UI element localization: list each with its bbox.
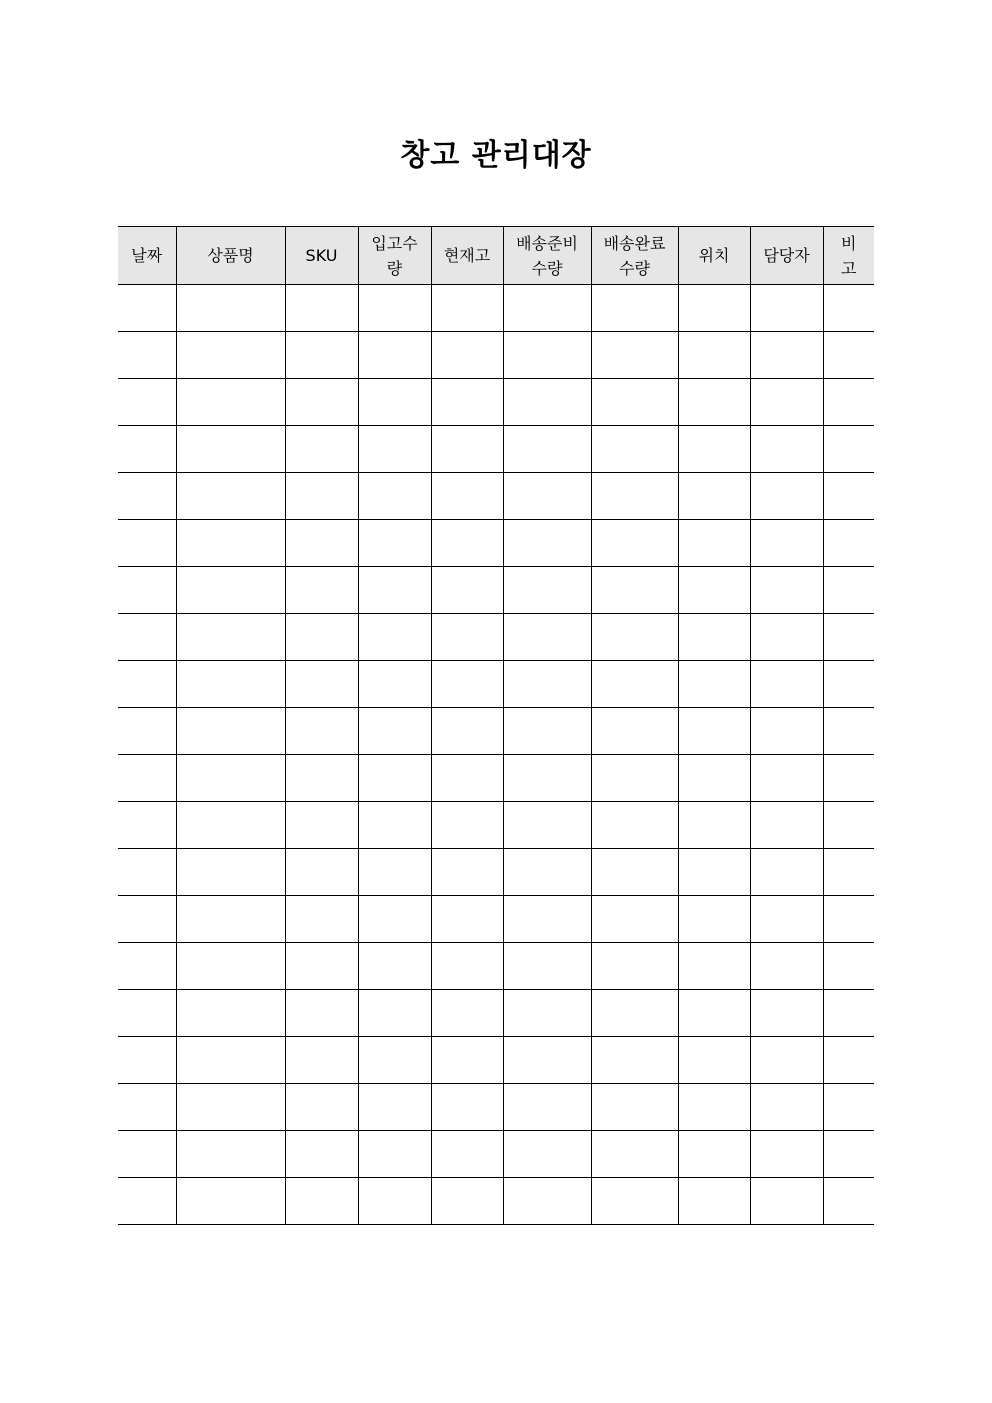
cell-date[interactable]: [118, 896, 176, 943]
table-row: [118, 896, 874, 943]
cell-manager[interactable]: [750, 1178, 823, 1225]
header-current-stock-text: 현재고: [443, 246, 491, 265]
cell-shipping-ready-qty[interactable]: [503, 614, 591, 661]
cell-shipping-ready-qty[interactable]: [503, 379, 591, 426]
header-remarks: [823, 227, 874, 285]
table-row: [118, 285, 874, 332]
cell-shipping-ready-qty[interactable]: [503, 990, 591, 1037]
cell-product-name[interactable]: [176, 1037, 285, 1084]
cell-current-stock[interactable]: [431, 1178, 503, 1225]
cell-shipping-done-qty[interactable]: [591, 1037, 678, 1084]
cell-location[interactable]: [678, 661, 750, 708]
table-row: [118, 1037, 874, 1084]
cell-manager[interactable]: [750, 755, 823, 802]
cell-date[interactable]: [118, 379, 176, 426]
cell-location[interactable]: [678, 567, 750, 614]
cell-manager[interactable]: [750, 661, 823, 708]
cell-manager[interactable]: [750, 567, 823, 614]
table-row: [118, 1178, 874, 1225]
cell-remarks[interactable]: [823, 1178, 874, 1225]
cell-product-name[interactable]: [176, 426, 285, 473]
cell-date[interactable]: [118, 332, 176, 379]
cell-current-stock[interactable]: [431, 708, 503, 755]
cell-location[interactable]: [678, 849, 750, 896]
cell-shipping-ready-qty[interactable]: [503, 896, 591, 943]
cell-product-name[interactable]: [176, 567, 285, 614]
cell-remarks[interactable]: [823, 708, 874, 755]
cell-current-stock[interactable]: [431, 473, 503, 520]
cell-shipping-ready-qty[interactable]: [503, 1084, 591, 1131]
header-location: [678, 227, 750, 285]
cell-current-stock[interactable]: [431, 1037, 503, 1084]
cell-inbound-qty[interactable]: [358, 285, 431, 332]
cell-shipping-ready-qty[interactable]: [503, 1178, 591, 1225]
cell-sku[interactable]: [285, 426, 358, 473]
cell-shipping-ready-qty[interactable]: [503, 285, 591, 332]
cell-manager[interactable]: [750, 332, 823, 379]
cell-current-stock[interactable]: [431, 379, 503, 426]
cell-location[interactable]: [678, 379, 750, 426]
cell-sku[interactable]: [285, 1084, 358, 1131]
header-product-name: [176, 227, 285, 285]
cell-shipping-ready-qty[interactable]: [503, 661, 591, 708]
cell-manager[interactable]: [750, 708, 823, 755]
cell-manager[interactable]: [750, 1084, 823, 1131]
cell-current-stock[interactable]: [431, 896, 503, 943]
cell-date[interactable]: [118, 708, 176, 755]
cell-manager[interactable]: [750, 379, 823, 426]
cell-date[interactable]: [118, 567, 176, 614]
cell-location[interactable]: [678, 943, 750, 990]
page-title: 창고 관리대장: [400, 138, 592, 173]
cell-shipping-ready-qty[interactable]: [503, 1037, 591, 1084]
cell-product-name[interactable]: [176, 1131, 285, 1178]
cell-date[interactable]: [118, 990, 176, 1037]
cell-current-stock[interactable]: [431, 755, 503, 802]
cell-remarks[interactable]: [823, 943, 874, 990]
cell-current-stock[interactable]: [431, 802, 503, 849]
cell-date[interactable]: [118, 1131, 176, 1178]
table-row: [118, 379, 874, 426]
cell-current-stock[interactable]: [431, 1131, 503, 1178]
cell-shipping-ready-qty[interactable]: [503, 943, 591, 990]
cell-shipping-done-qty[interactable]: [591, 614, 678, 661]
cell-product-name[interactable]: [176, 332, 285, 379]
cell-date[interactable]: [118, 802, 176, 849]
table-row: [118, 661, 874, 708]
table-row: [118, 849, 874, 896]
cell-manager[interactable]: [750, 849, 823, 896]
cell-shipping-done-qty[interactable]: [591, 708, 678, 755]
cell-shipping-ready-qty[interactable]: [503, 802, 591, 849]
cell-inbound-qty[interactable]: [358, 520, 431, 567]
table-row: [118, 473, 874, 520]
cell-shipping-done-qty[interactable]: [591, 1131, 678, 1178]
table-row: [118, 332, 874, 379]
cell-inbound-qty[interactable]: [358, 896, 431, 943]
header-date: [118, 227, 176, 285]
cell-inbound-qty[interactable]: [358, 1037, 431, 1084]
cell-current-stock[interactable]: [431, 614, 503, 661]
header-sku-text: SKU: [305, 246, 338, 265]
cell-shipping-ready-qty[interactable]: [503, 755, 591, 802]
cell-inbound-qty[interactable]: [358, 426, 431, 473]
cell-sku[interactable]: [285, 849, 358, 896]
cell-shipping-done-qty[interactable]: [591, 1178, 678, 1225]
cell-product-name[interactable]: [176, 285, 285, 332]
cell-product-name[interactable]: [176, 990, 285, 1037]
header-current-stock: [431, 227, 503, 285]
cell-sku[interactable]: [285, 520, 358, 567]
cell-shipping-ready-qty[interactable]: [503, 849, 591, 896]
table-row: [118, 1131, 874, 1178]
cell-location[interactable]: [678, 332, 750, 379]
cell-remarks[interactable]: [823, 1084, 874, 1131]
cell-current-stock[interactable]: [431, 990, 503, 1037]
cell-inbound-qty[interactable]: [358, 849, 431, 896]
cell-inbound-qty[interactable]: [358, 943, 431, 990]
table-row: [118, 943, 874, 990]
cell-manager[interactable]: [750, 943, 823, 990]
cell-location[interactable]: [678, 1131, 750, 1178]
cell-remarks[interactable]: [823, 426, 874, 473]
cell-sku[interactable]: [285, 896, 358, 943]
cell-sku[interactable]: [285, 661, 358, 708]
cell-shipping-done-qty[interactable]: [591, 943, 678, 990]
cell-remarks[interactable]: [823, 332, 874, 379]
table-row: [118, 426, 874, 473]
cell-shipping-done-qty[interactable]: [591, 426, 678, 473]
cell-product-name[interactable]: [176, 802, 285, 849]
cell-inbound-qty[interactable]: [358, 567, 431, 614]
cell-product-name[interactable]: [176, 849, 285, 896]
cell-location[interactable]: [678, 1084, 750, 1131]
cell-date[interactable]: [118, 1084, 176, 1131]
table-body: [118, 285, 874, 1225]
header-inbound-qty-text: 입고수: [371, 233, 418, 253]
header-remarks-text: 고: [841, 258, 857, 278]
cell-location[interactable]: [678, 285, 750, 332]
cell-shipping-done-qty[interactable]: [591, 802, 678, 849]
cell-product-name[interactable]: [176, 379, 285, 426]
cell-date[interactable]: [118, 520, 176, 567]
header-product-name-text: 상품명: [207, 246, 254, 265]
cell-current-stock[interactable]: [431, 1084, 503, 1131]
cell-date[interactable]: [118, 285, 176, 332]
table-row: [118, 802, 874, 849]
cell-product-name[interactable]: [176, 473, 285, 520]
table-header-row: [118, 227, 874, 285]
cell-inbound-qty[interactable]: [358, 990, 431, 1037]
cell-inbound-qty[interactable]: [358, 708, 431, 755]
header-remarks-text: 비: [841, 233, 857, 253]
cell-shipping-done-qty[interactable]: [591, 379, 678, 426]
cell-date[interactable]: [118, 614, 176, 661]
cell-shipping-done-qty[interactable]: [591, 520, 678, 567]
header-inbound-qty: [358, 227, 431, 285]
cell-current-stock[interactable]: [431, 332, 503, 379]
cell-inbound-qty[interactable]: [358, 661, 431, 708]
cell-date[interactable]: [118, 426, 176, 473]
header-inbound-qty-text: 량: [386, 258, 403, 278]
cell-manager[interactable]: [750, 614, 823, 661]
cell-current-stock[interactable]: [431, 285, 503, 332]
cell-product-name[interactable]: [176, 661, 285, 708]
cell-remarks[interactable]: [823, 473, 874, 520]
cell-date[interactable]: [118, 755, 176, 802]
header-date-text: 날짜: [131, 246, 163, 265]
cell-inbound-qty[interactable]: [358, 332, 431, 379]
cell-current-stock[interactable]: [431, 661, 503, 708]
cell-manager[interactable]: [750, 1037, 823, 1084]
cell-remarks[interactable]: [823, 896, 874, 943]
cell-shipping-done-qty[interactable]: [591, 661, 678, 708]
cell-location[interactable]: [678, 896, 750, 943]
cell-sku[interactable]: [285, 473, 358, 520]
cell-sku[interactable]: [285, 614, 358, 661]
table-row: [118, 567, 874, 614]
cell-sku[interactable]: [285, 332, 358, 379]
cell-shipping-done-qty[interactable]: [591, 473, 678, 520]
cell-product-name[interactable]: [176, 520, 285, 567]
cell-sku[interactable]: [285, 990, 358, 1037]
cell-location[interactable]: [678, 1037, 750, 1084]
cell-current-stock[interactable]: [431, 520, 503, 567]
cell-current-stock[interactable]: [431, 567, 503, 614]
cell-remarks[interactable]: [823, 1037, 874, 1084]
cell-location[interactable]: [678, 708, 750, 755]
cell-shipping-ready-qty[interactable]: [503, 426, 591, 473]
cell-sku[interactable]: [285, 755, 358, 802]
cell-date[interactable]: [118, 661, 176, 708]
cell-product-name[interactable]: [176, 943, 285, 990]
cell-shipping-ready-qty[interactable]: [503, 708, 591, 755]
cell-location[interactable]: [678, 520, 750, 567]
cell-sku[interactable]: [285, 1037, 358, 1084]
cell-sku[interactable]: [285, 802, 358, 849]
cell-location[interactable]: [678, 426, 750, 473]
table-row: [118, 755, 874, 802]
header-shipping-done-qty-text: 배송완료: [603, 233, 666, 253]
table-row: [118, 990, 874, 1037]
cell-shipping-done-qty[interactable]: [591, 1084, 678, 1131]
cell-shipping-ready-qty[interactable]: [503, 520, 591, 567]
cell-remarks[interactable]: [823, 755, 874, 802]
cell-sku[interactable]: [285, 285, 358, 332]
table-row: [118, 520, 874, 567]
cell-product-name[interactable]: [176, 614, 285, 661]
cell-current-stock[interactable]: [431, 943, 503, 990]
cell-current-stock[interactable]: [431, 849, 503, 896]
cell-manager[interactable]: [750, 473, 823, 520]
cell-product-name[interactable]: [176, 896, 285, 943]
header-manager-text: 담당자: [763, 246, 810, 265]
cell-remarks[interactable]: [823, 379, 874, 426]
cell-inbound-qty[interactable]: [358, 802, 431, 849]
cell-inbound-qty[interactable]: [358, 755, 431, 802]
cell-remarks[interactable]: [823, 990, 874, 1037]
header-shipping-ready-qty-text: 배송준비: [516, 233, 578, 253]
cell-sku[interactable]: [285, 1131, 358, 1178]
cell-manager[interactable]: [750, 802, 823, 849]
cell-shipping-ready-qty[interactable]: [503, 567, 591, 614]
header-shipping-done-qty-text: 수량: [619, 258, 650, 278]
cell-manager[interactable]: [750, 990, 823, 1037]
cell-remarks[interactable]: [823, 614, 874, 661]
table-row: [118, 614, 874, 661]
cell-sku[interactable]: [285, 567, 358, 614]
table-row: [118, 708, 874, 755]
cell-date[interactable]: [118, 849, 176, 896]
warehouse-ledger-table: [118, 226, 874, 1225]
cell-shipping-done-qty[interactable]: [591, 896, 678, 943]
table-row: [118, 1084, 874, 1131]
cell-inbound-qty[interactable]: [358, 473, 431, 520]
cell-product-name[interactable]: [176, 1084, 285, 1131]
cell-shipping-ready-qty[interactable]: [503, 473, 591, 520]
header-shipping-ready-qty-text: 수량: [531, 258, 563, 278]
cell-manager[interactable]: [750, 1131, 823, 1178]
cell-location[interactable]: [678, 1178, 750, 1225]
cell-shipping-ready-qty[interactable]: [503, 332, 591, 379]
cell-inbound-qty[interactable]: [358, 379, 431, 426]
cell-remarks[interactable]: [823, 567, 874, 614]
cell-date[interactable]: [118, 1178, 176, 1225]
cell-location[interactable]: [678, 755, 750, 802]
cell-location[interactable]: [678, 614, 750, 661]
cell-shipping-done-qty[interactable]: [591, 567, 678, 614]
header-sku: [285, 227, 358, 285]
cell-shipping-ready-qty[interactable]: [503, 1131, 591, 1178]
cell-shipping-done-qty[interactable]: [591, 990, 678, 1037]
cell-product-name[interactable]: [176, 755, 285, 802]
cell-date[interactable]: [118, 943, 176, 990]
cell-location[interactable]: [678, 802, 750, 849]
cell-remarks[interactable]: [823, 661, 874, 708]
cell-location[interactable]: [678, 473, 750, 520]
cell-remarks[interactable]: [823, 520, 874, 567]
cell-remarks[interactable]: [823, 1131, 874, 1178]
header-shipping-ready-qty: [503, 227, 591, 285]
cell-date[interactable]: [118, 1037, 176, 1084]
cell-manager[interactable]: [750, 426, 823, 473]
cell-remarks[interactable]: [823, 802, 874, 849]
cell-manager[interactable]: [750, 285, 823, 332]
cell-inbound-qty[interactable]: [358, 614, 431, 661]
cell-sku[interactable]: [285, 943, 358, 990]
cell-manager[interactable]: [750, 520, 823, 567]
cell-shipping-done-qty[interactable]: [591, 285, 678, 332]
cell-product-name[interactable]: [176, 708, 285, 755]
cell-product-name[interactable]: [176, 1178, 285, 1225]
cell-remarks[interactable]: [823, 849, 874, 896]
cell-shipping-done-qty[interactable]: [591, 755, 678, 802]
header-manager: [750, 227, 823, 285]
cell-current-stock[interactable]: [431, 426, 503, 473]
cell-inbound-qty[interactable]: [358, 1131, 431, 1178]
cell-sku[interactable]: [285, 708, 358, 755]
cell-sku[interactable]: [285, 379, 358, 426]
cell-inbound-qty[interactable]: [358, 1178, 431, 1225]
cell-remarks[interactable]: [823, 285, 874, 332]
cell-date[interactable]: [118, 473, 176, 520]
cell-location[interactable]: [678, 990, 750, 1037]
cell-shipping-done-qty[interactable]: [591, 849, 678, 896]
cell-sku[interactable]: [285, 1178, 358, 1225]
cell-inbound-qty[interactable]: [358, 1084, 431, 1131]
header-shipping-done-qty: [591, 227, 678, 285]
cell-shipping-done-qty[interactable]: [591, 332, 678, 379]
header-location-text: 위치: [698, 246, 730, 265]
cell-manager[interactable]: [750, 896, 823, 943]
